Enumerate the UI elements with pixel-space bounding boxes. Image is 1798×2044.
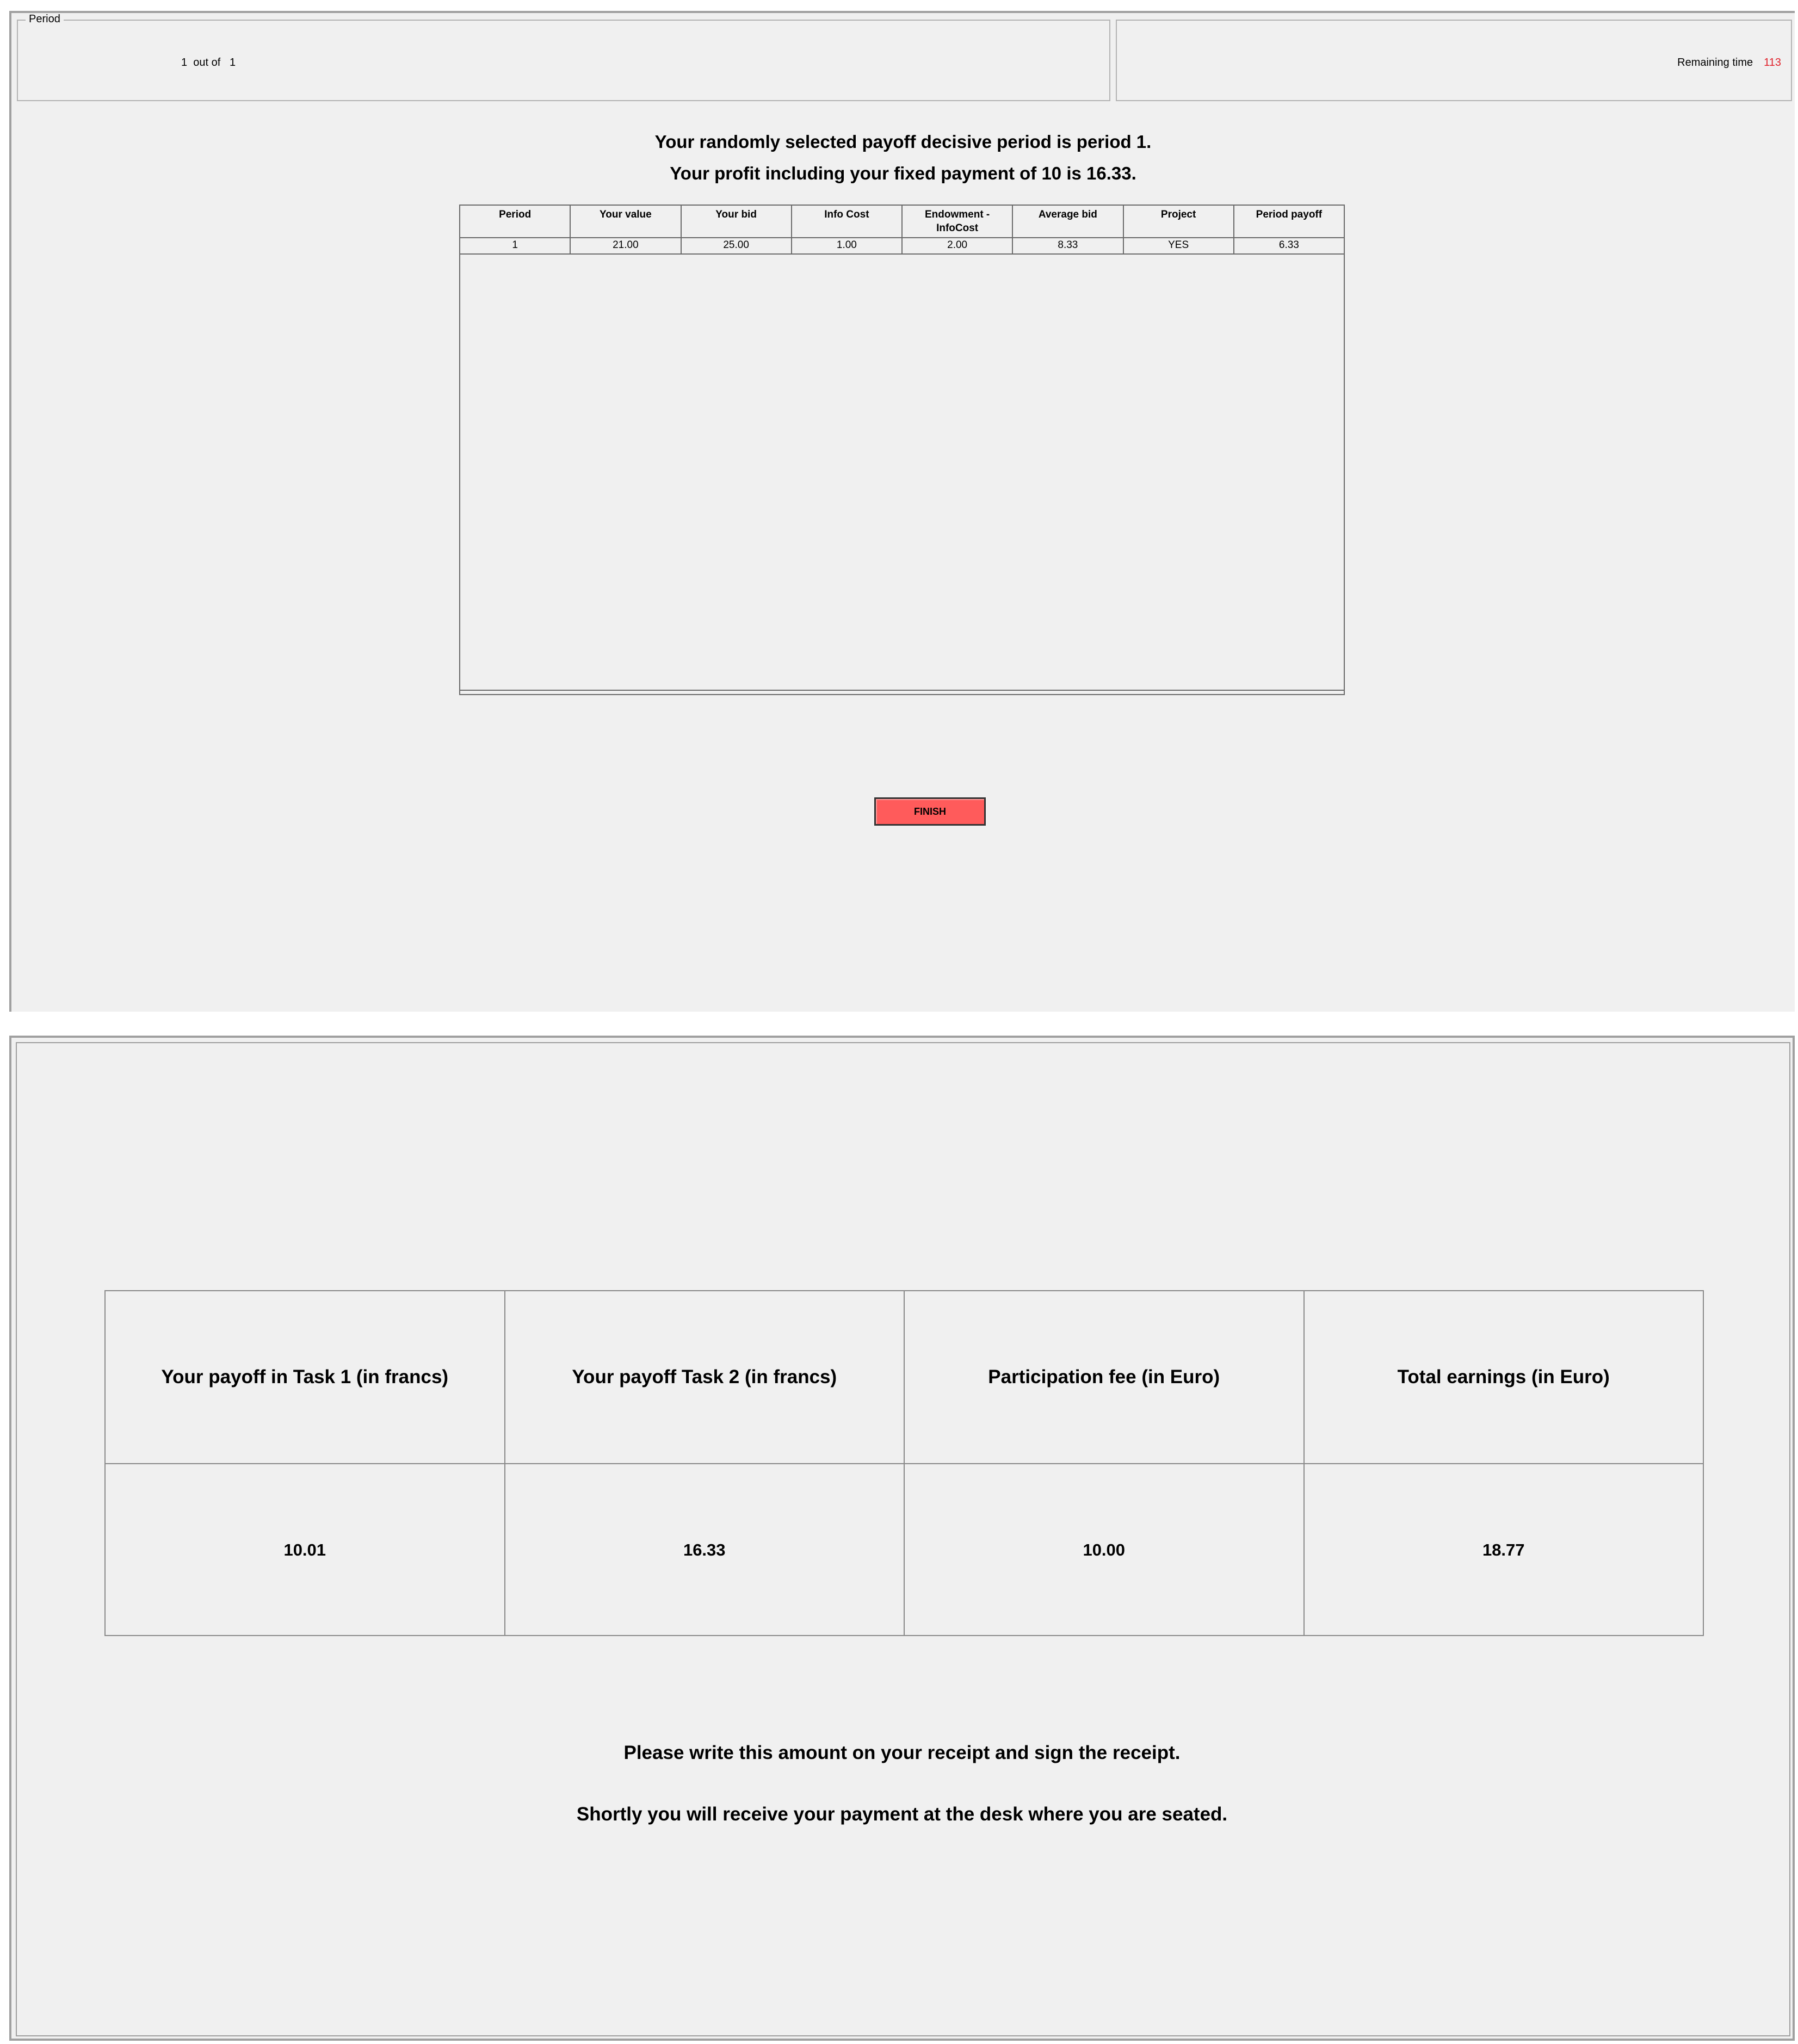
earnings-value-cell: 10.00: [905, 1464, 1305, 1636]
table-cell: 8.33: [1013, 238, 1123, 253]
column-header: Your bid: [682, 206, 792, 237]
table-body: [460, 238, 1344, 255]
payment-instruction: Shortly you will receive your payment at the desk where you are seated.: [576, 1804, 1228, 1825]
period-out-of-label: out of: [193, 57, 221, 69]
earnings-header-cell: Participation fee (in Euro): [905, 1291, 1305, 1463]
period-panel: [17, 13, 1110, 101]
table-row: [460, 238, 1344, 255]
table-cell: 2.00: [903, 238, 1013, 253]
period-counter: [181, 57, 236, 69]
column-header: Your value: [571, 206, 681, 237]
table-cell: 1.00: [792, 238, 903, 253]
remaining-time-label: Remaining time: [1677, 57, 1753, 69]
column-header: Period: [460, 206, 571, 237]
table-cell: YES: [1124, 238, 1234, 253]
earnings-header-cell: Your payoff Task 2 (in francs): [505, 1291, 905, 1463]
table-cell: 6.33: [1278, 239, 1299, 251]
profit-message: Your profit including your fixed payment of 10 is 16.33.: [670, 163, 1136, 183]
earnings-header-cell: Total earnings (in Euro): [1397, 1366, 1610, 1388]
earnings-screen: [9, 1036, 1795, 2041]
earnings-value-cell: 18.77: [1482, 1540, 1525, 1559]
earnings-header-cell: Your payoff in Task 1 (in francs): [106, 1291, 505, 1463]
column-header: Endowment - InfoCost: [903, 206, 1013, 237]
column-header: Info Cost: [792, 206, 903, 237]
column-header: Project: [1124, 206, 1234, 237]
finish-button[interactable]: FINISH: [874, 797, 986, 826]
earnings-table: [104, 1290, 1704, 1636]
remaining-time-value: 113: [1764, 57, 1781, 69]
results-screen: [9, 11, 1795, 1012]
period-legend: Period: [26, 13, 64, 26]
period-results-table: [459, 205, 1345, 695]
timer-panel: [1116, 20, 1792, 101]
table-cell: 21.00: [571, 238, 681, 253]
receipt-instruction: Please write this amount on your receipt and sign the receipt.: [623, 1742, 1181, 1763]
table-cell: 25.00: [682, 238, 792, 253]
table-cell: 1: [460, 238, 571, 253]
column-header: Average bid: [1013, 206, 1123, 237]
earnings-header-row: [106, 1291, 1703, 1464]
table-footer-line: [460, 690, 1344, 691]
earnings-value-row: [106, 1464, 1703, 1636]
column-header: Period payoff: [1256, 209, 1323, 220]
earnings-value-cell: 10.01: [106, 1464, 505, 1636]
earnings-value-cell: 16.33: [505, 1464, 905, 1636]
period-current: 1: [181, 57, 188, 69]
remaining-time: [1677, 57, 1781, 69]
period-total: 1: [229, 57, 236, 69]
table-header-row: [460, 206, 1344, 238]
selected-period-message: Your randomly selected payoff decisive period is period 1.: [654, 132, 1152, 152]
